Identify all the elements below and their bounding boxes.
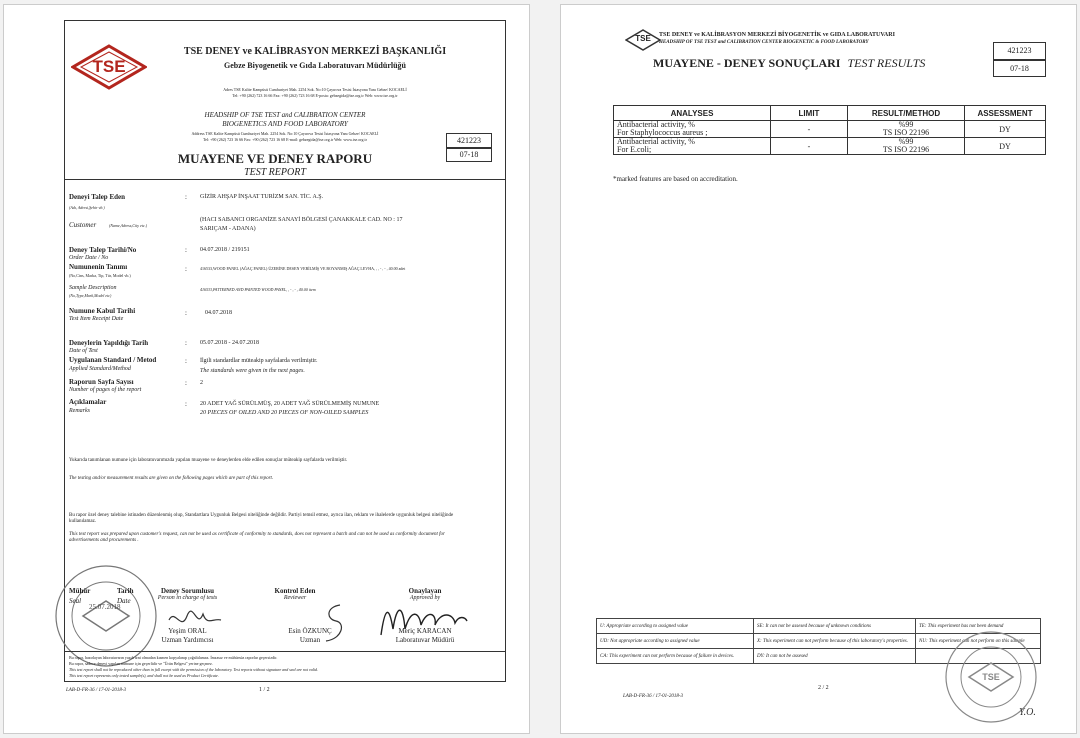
field-sub: Date of Test: [69, 348, 98, 354]
report-no: 421223: [446, 133, 492, 148]
col-result: RESULT/METHOD: [848, 106, 965, 121]
legend-cell: DY: It can not be assesed: [754, 649, 916, 664]
signer-2-name: Esin ÖZKUNÇ: [288, 627, 332, 635]
signer-2-role: Uzman: [299, 636, 321, 644]
report-title-en: TEST REPORT: [244, 167, 306, 178]
result-value: %99: [898, 137, 914, 146]
field-sub: Test Item Receipt Date: [69, 316, 124, 322]
col-assessment: ASSESSMENT: [965, 106, 1046, 121]
cell-assessment: DY: [965, 138, 1046, 155]
address-tr-2: Tel: +90 (262) 723 16 66 Fax: +90 (262) 723 16 68 E-posta: gebzegida@tse.org.tr Web: www.tse.org.tr: [232, 93, 398, 98]
results-title: [653, 56, 925, 71]
headship-1: HEADSHIP OF TSE TEST and CALIBRATION CENTER: [204, 111, 366, 119]
table-row: [614, 138, 1046, 155]
disclaimer-tr: Bu rapor özel deney talebine istinaden düzenlenmiş olup, Standartlara Uygunluk Belgesi niteliğinde değildir. Partiyi temsil etmez, ayrıca ilan, reklam ve ihalelerde uygunluk belgesi niteliğinde kullanılamaz.: [69, 513, 454, 524]
result-method: TS ISO 22196: [882, 128, 930, 137]
legend-cell: U: Appropriate according to assigned value: [597, 619, 754, 634]
analysis-target: For Staphylococcus aureus ;: [617, 128, 708, 137]
signer-1-name: Yeşim ORAL: [168, 627, 207, 635]
signer-title: Deney Sorumlusu: [160, 587, 215, 595]
field-sub: Applied Standard/Method: [69, 366, 131, 372]
field-sub: Order Date / No: [69, 255, 109, 261]
tse-logo-text: TSE: [635, 34, 651, 43]
report-code: 07-18: [993, 60, 1046, 77]
colon: :: [185, 246, 187, 254]
footer-tr-1: Bu rapor, hazırlayan laboratuvarın yazılı izni olmadan kısmen kopyalanıp çoğaltılamaz. İmzasız ve mühürsüz raporlar geçersizdir.: [69, 655, 278, 660]
page-number: 2 / 2: [818, 685, 829, 691]
report-frame: [64, 20, 506, 682]
field-sub: Remarks: [69, 408, 90, 414]
results-note-en: The testing and/or measurement results are given on the following pages which are part of this report.: [69, 476, 274, 481]
field-value: 2: [200, 380, 203, 386]
signer-title-en: Person in charge of tests: [157, 595, 218, 601]
headship-2: BIOGENETICS AND FOOD LABORATORY: [222, 120, 348, 128]
field-value: 04.07.2018 / 219151: [200, 247, 250, 253]
field-value: 20 ADET YAĞ SÜRÜLMÜŞ, 20 ADET YAĞ SÜRÜLMEMİŞ NUMUNE: [200, 401, 380, 407]
field-value-2: SARIÇAM - ADANA): [200, 226, 256, 232]
footer-en-1: This test report shall not be reproduced other than in full except with the permission of the laboratory. Test reports without signature and seal are not valid.: [69, 667, 318, 672]
signer-title: Onaylayan: [408, 587, 442, 595]
field-value: İlgili standardlar müteakip sayfalarda verilmiştir.: [200, 358, 318, 364]
col-limit: LIMIT: [771, 106, 848, 121]
colon: :: [185, 265, 187, 273]
field-value: 04.07.2018: [205, 310, 232, 316]
colon: :: [185, 339, 187, 347]
field-label: Numune Kabul Tarihi: [69, 307, 136, 315]
signer-title-en: Reviewer: [283, 595, 307, 601]
analysis-name: Antibacterial activity, %: [617, 137, 695, 146]
svg-text:TSE: TSE: [982, 672, 1000, 682]
footer-en-2: This test report represents only tested sample(s), and shall not be used as Product Certificate.: [69, 673, 219, 678]
signer-title-en: Approved by: [409, 595, 441, 601]
field-sub: (No,Type,Mark,Model etc): [69, 293, 112, 298]
address-tr-1: Adres TSE Kalite Kampüsü Cumhuriyet Mah. 2254 Sok. No:10 Çayırova Tesisi İstasyona Yanı Gebze/ KOCAELİ: [223, 87, 407, 92]
results-note-tr: Yukarıda tanımlanan numune için laboratuvarımızda yapılan muayene ve deneylerden elde edilen sonuçlar müteakip sayfalarda verilmiştir.: [69, 458, 348, 463]
field-sub: (Adı, Adresi,Şehir vb.): [69, 205, 105, 210]
signer-title: Kontrol Eden: [274, 587, 316, 595]
field-label: Sample Description: [69, 285, 117, 291]
cell-analysis: [614, 138, 771, 155]
field-label: Raporun Sayfa Sayısı: [69, 378, 134, 386]
org-subtitle: Gebze Biyogenetik ve Gıda Laboratuvarı Müdürlüğü: [223, 61, 406, 70]
colon: :: [185, 400, 187, 408]
field-label: Customer: [69, 221, 97, 229]
signer-1-role: Uzman Yardımcısı: [161, 636, 214, 644]
signer-3-name: Meriç KARACAN: [398, 627, 452, 635]
field-value: 05.07.2018 - 24.07.2018: [200, 340, 259, 346]
org-title: TSE DENEY ve KALİBRASYON MERKEZİ BAŞKANLIĞI: [183, 46, 447, 57]
field-sub: (Name,Adress,City etc.): [109, 223, 148, 228]
legend-cell: X: This experiment can not perform because of this laboratory's properties.: [754, 634, 916, 649]
colon: :: [185, 357, 187, 365]
org-title: TSE DENEY ve KALİBRASYON MERKEZİ BİYOGENETİK ve GIDA LABORATUVARI: [659, 32, 895, 38]
colon: :: [185, 309, 187, 317]
field-value: GİZİR AHŞAP İNŞAAT TURİZM SAN. TİC. A.Ş.: [200, 194, 324, 200]
signer-1: [140, 587, 235, 602]
col-analyses: ANALYSES: [614, 106, 771, 121]
field-value-2: The standards were given in the next pages.: [200, 368, 305, 374]
divider: [65, 179, 505, 180]
handwritten-initials: Y.O.: [1019, 707, 1036, 718]
field-sub: Number of pages of the report: [69, 387, 142, 393]
legend-cell: CA: This experiment can not perform because of failure in devices.: [597, 649, 754, 664]
report-code: 07-18: [446, 148, 492, 162]
cell-result: [848, 138, 965, 155]
seal-label-en: Seal: [69, 597, 82, 605]
field-sub: (No,Cins, Marka, Tip, Tür, Model vb.): [69, 273, 131, 278]
field-label: Numunenin Tanımı: [69, 263, 128, 271]
analysis-target: For E.coli;: [617, 145, 652, 154]
disclaimer-en: This test report was prepared upon customer's request, can not be used as certificate of conformity to standards, does not represent a batch and can not be used as conformity document for advertisements and procurements .: [69, 532, 445, 543]
field-value-2: 20 PIECES OF OILED AND 20 PIECES OF NON-OILED SAMPLES: [200, 410, 369, 416]
date-label: Tarih: [117, 587, 134, 595]
results-table: [613, 105, 1046, 155]
address-en-2: Tel: +90 (262) 723 16 66 Fax: +90 (262) 723 16 68 E-mail: gebzegida@tse.org.tr Web: www.tse.org.tr: [203, 137, 367, 142]
tse-logo-text: TSE: [92, 57, 126, 76]
date-label-en: Date: [117, 597, 131, 605]
page-number: 1 / 2: [259, 687, 270, 693]
results-title-en: TEST RESULTS: [847, 56, 926, 70]
date-stamp: 25.07.2018: [89, 603, 121, 611]
result-value: %99: [898, 120, 914, 129]
cell-analysis: [614, 121, 771, 138]
result-method: TS ISO 22196: [882, 145, 930, 154]
cell-limit: -: [771, 138, 848, 155]
field-label: Açıklamalar: [69, 398, 107, 406]
accreditation-note: *marked features are based on accreditation.: [613, 175, 738, 183]
address-en-1: Address TSE Kalite Kampüsü Cumhuriyet Mah. 2254 Sok. No:10 Çayırova Tesisi İstasyona Yanı Gebze/ KOCAELİ: [191, 131, 379, 136]
report-no: 421223: [993, 42, 1046, 60]
legend-cell: UD: Not appropriate according to assigned value: [597, 634, 754, 649]
field-label: Uygulanan Standard / Metod: [69, 356, 157, 364]
field-label: Deneyi Talep Eden: [69, 193, 126, 201]
form-code: LAB-D-FR-36 / 17-01-2018-3: [623, 694, 683, 699]
report-title: MUAYENE VE DENEY RAPORU: [177, 151, 373, 166]
cell-limit: -: [771, 121, 848, 138]
form-code: LAB-D-FR-36 / 17-01-2018-3: [66, 688, 126, 693]
field-value: (HACI SABANCI ORGANİZE SANAYİ BÖLGESİ ÇANAKKALE CAD. NO : 17: [200, 217, 403, 223]
field-value: 416533,PATTERNED AND PAINTED WOOD PANEL, , - , - , 40.00 item: [200, 287, 316, 292]
footer-divider: [65, 651, 505, 652]
signer-2: [245, 587, 345, 602]
seal-label: Mühür: [69, 587, 91, 595]
report-page-2: [560, 4, 1077, 734]
analysis-name: Antibacterial activity, %: [617, 120, 695, 129]
cell-assessment: DY: [965, 121, 1046, 138]
legend-cell: SE: It can not be assesed because of unknown conditions: [754, 619, 916, 634]
cell-result: [848, 121, 965, 138]
field-value: 416533,WOOD PANEL (AĞAÇ PANEL) ÜZERİNE DESEN VERİLMİŞ VE BOYANMIŞ AĞAÇ LEVHA, , , - , - , 40.00 adet: [200, 266, 406, 271]
org-subtitle: HEADSHIP OF TSE TEST and CALIBRATION CENTER BIOGENETIC & FOOD LABORATORY: [659, 40, 869, 45]
table-header-row: [614, 106, 1046, 121]
table-row: [614, 121, 1046, 138]
colon: :: [185, 379, 187, 387]
legend-cell: NU: This experiment can not perform on this sample: [916, 634, 1041, 649]
signer-3-role: Laboratuvar Müdürü: [395, 636, 455, 644]
report-page-1: [3, 4, 530, 734]
legend-cell: TE: This experiment has not been demand: [916, 619, 1041, 634]
results-title-tr: MUAYENE - DENEY SONUÇLARI: [653, 56, 841, 70]
footer-tr-2: Bu rapor, sadece deneyi yapılan numune için geçerlidir ve "Ürün Belgesi" yerine geçmez.: [69, 661, 213, 666]
colon: :: [185, 193, 187, 201]
field-label: Deney Talep Tarihi/No: [69, 246, 137, 254]
field-label: Deneylerin Yapıldığı Tarih: [69, 339, 149, 347]
